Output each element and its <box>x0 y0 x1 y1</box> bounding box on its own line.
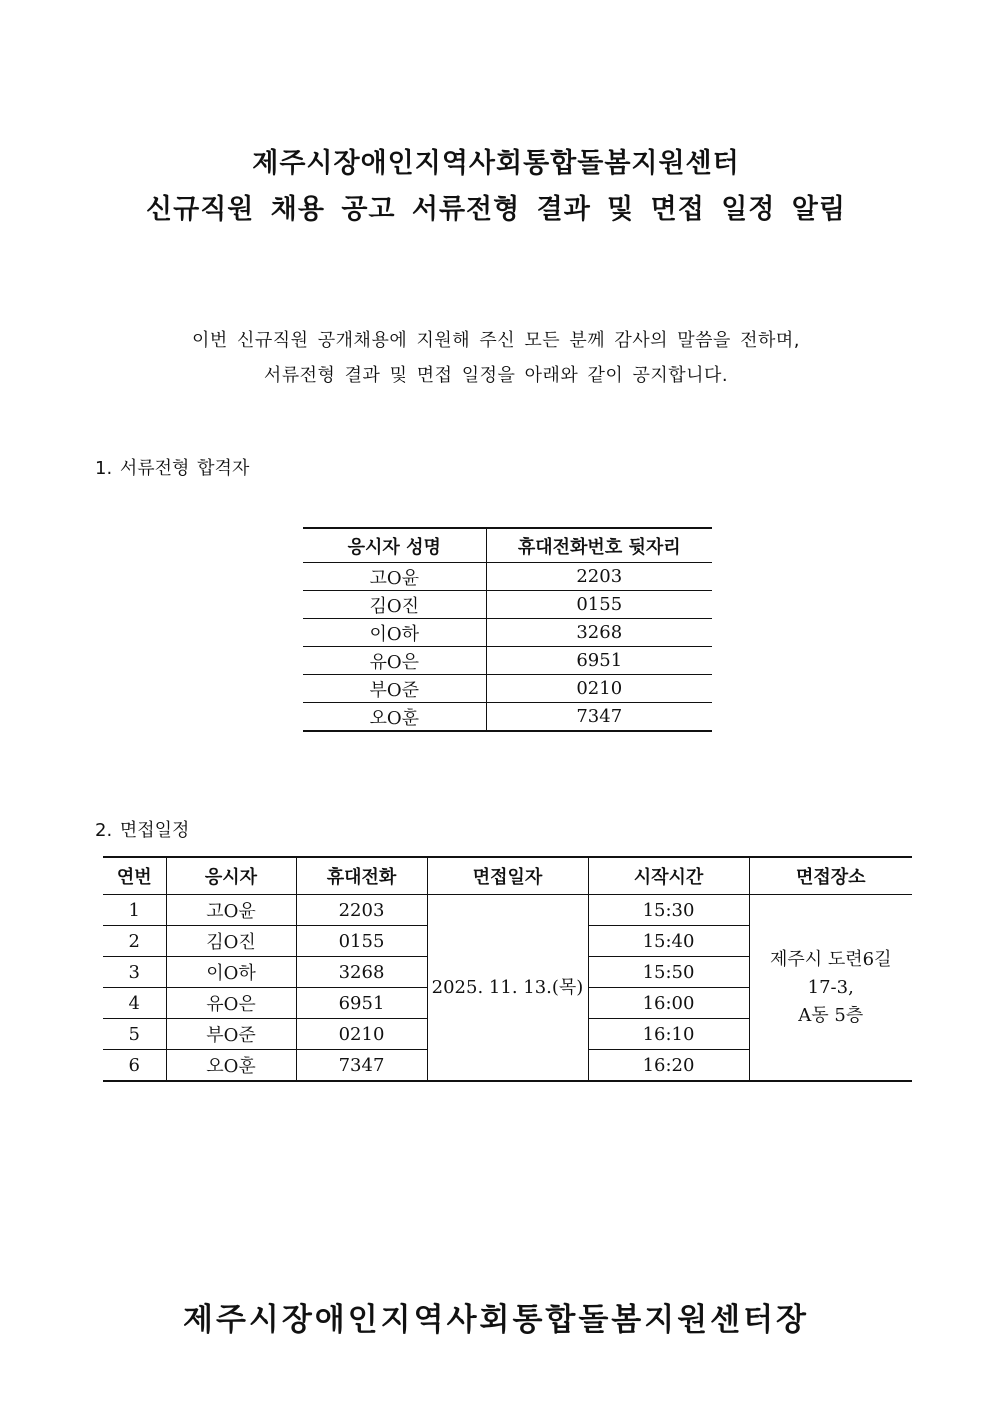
interview-date: 2025. 11. 13.(목) <box>427 895 588 1082</box>
passers-table <box>303 527 712 732</box>
phone-digits: 0155 <box>296 926 427 957</box>
header-interview-location: 면접장소 <box>749 857 912 895</box>
location-line3: A동 5층 <box>798 1004 864 1026</box>
table-row <box>303 619 712 647</box>
applicant-name: 고O윤 <box>166 895 296 926</box>
phone-last-digits: 6951 <box>486 647 712 675</box>
phone-digits: 2203 <box>296 895 427 926</box>
phone-digits: 7347 <box>296 1050 427 1082</box>
applicant-name: 유O은 <box>166 988 296 1019</box>
row-number: 6 <box>103 1050 166 1082</box>
applicant-name: 유O은 <box>303 647 486 675</box>
section-heading-passers: 1. 서류전형 합격자 <box>95 458 250 479</box>
applicant-name: 오O훈 <box>166 1050 296 1082</box>
document-title-line1: 제주시장애인지역사회통합돌봄지원센터 <box>252 148 740 179</box>
document-title-line2: 신규직원 채용 공고 서류전형 결과 및 면접 일정 알림 <box>146 194 846 225</box>
start-time: 15:30 <box>588 895 749 926</box>
start-time: 15:40 <box>588 926 749 957</box>
start-time: 16:20 <box>588 1050 749 1082</box>
row-number: 2 <box>103 926 166 957</box>
header-start-time: 시작시간 <box>588 857 749 895</box>
header-applicant: 응시자 <box>166 857 296 895</box>
header-phone: 휴대전화 <box>296 857 427 895</box>
row-number: 4 <box>103 988 166 1019</box>
applicant-name: 오O훈 <box>303 703 486 732</box>
applicant-name: 이O하 <box>166 957 296 988</box>
phone-last-digits: 0155 <box>486 591 712 619</box>
applicant-name: 부O준 <box>166 1019 296 1050</box>
table-row <box>303 675 712 703</box>
table-row <box>103 895 912 926</box>
table-row <box>303 703 712 732</box>
row-number: 5 <box>103 1019 166 1050</box>
phone-digits: 6951 <box>296 988 427 1019</box>
intro-text-line1: 이번 신규직원 공개채용에 지원해 주신 모든 분께 감사의 말씀을 전하며, <box>192 330 800 351</box>
table-row <box>303 563 712 591</box>
phone-last-digits: 3268 <box>486 619 712 647</box>
start-time: 16:00 <box>588 988 749 1019</box>
start-time: 15:50 <box>588 957 749 988</box>
phone-last-digits: 0210 <box>486 675 712 703</box>
header-applicant-name: 응시자 성명 <box>303 528 486 563</box>
row-number: 1 <box>103 895 166 926</box>
header-phone-last-digits: 휴대전화번호 뒷자리 <box>486 528 712 563</box>
header-number: 연번 <box>103 857 166 895</box>
applicant-name: 김O진 <box>303 591 486 619</box>
row-number: 3 <box>103 957 166 988</box>
table-row <box>303 647 712 675</box>
interview-schedule-table <box>103 856 912 1082</box>
table-row <box>303 591 712 619</box>
applicant-name: 이O하 <box>303 619 486 647</box>
location-line1: 제주시 도련6길 <box>769 948 892 970</box>
phone-last-digits: 7347 <box>486 703 712 732</box>
applicant-name: 부O준 <box>303 675 486 703</box>
phone-digits: 0210 <box>296 1019 427 1050</box>
intro-text-line2: 서류전형 결과 및 면접 일정을 아래와 같이 공지합니다. <box>263 365 729 386</box>
table-header-row <box>303 528 712 563</box>
interview-location <box>749 895 912 1082</box>
issuer-signature: 제주시장애인지역사회통합돌봄지원센터장 <box>183 1302 809 1338</box>
applicant-name: 고O윤 <box>303 563 486 591</box>
section-heading-interview-schedule: 2. 면접일정 <box>95 820 190 841</box>
location-line2: 17-3, <box>807 976 854 998</box>
start-time: 16:10 <box>588 1019 749 1050</box>
header-interview-date: 면접일자 <box>427 857 588 895</box>
applicant-name: 김O진 <box>166 926 296 957</box>
phone-digits: 3268 <box>296 957 427 988</box>
phone-last-digits: 2203 <box>486 563 712 591</box>
table-header-row <box>103 857 912 895</box>
